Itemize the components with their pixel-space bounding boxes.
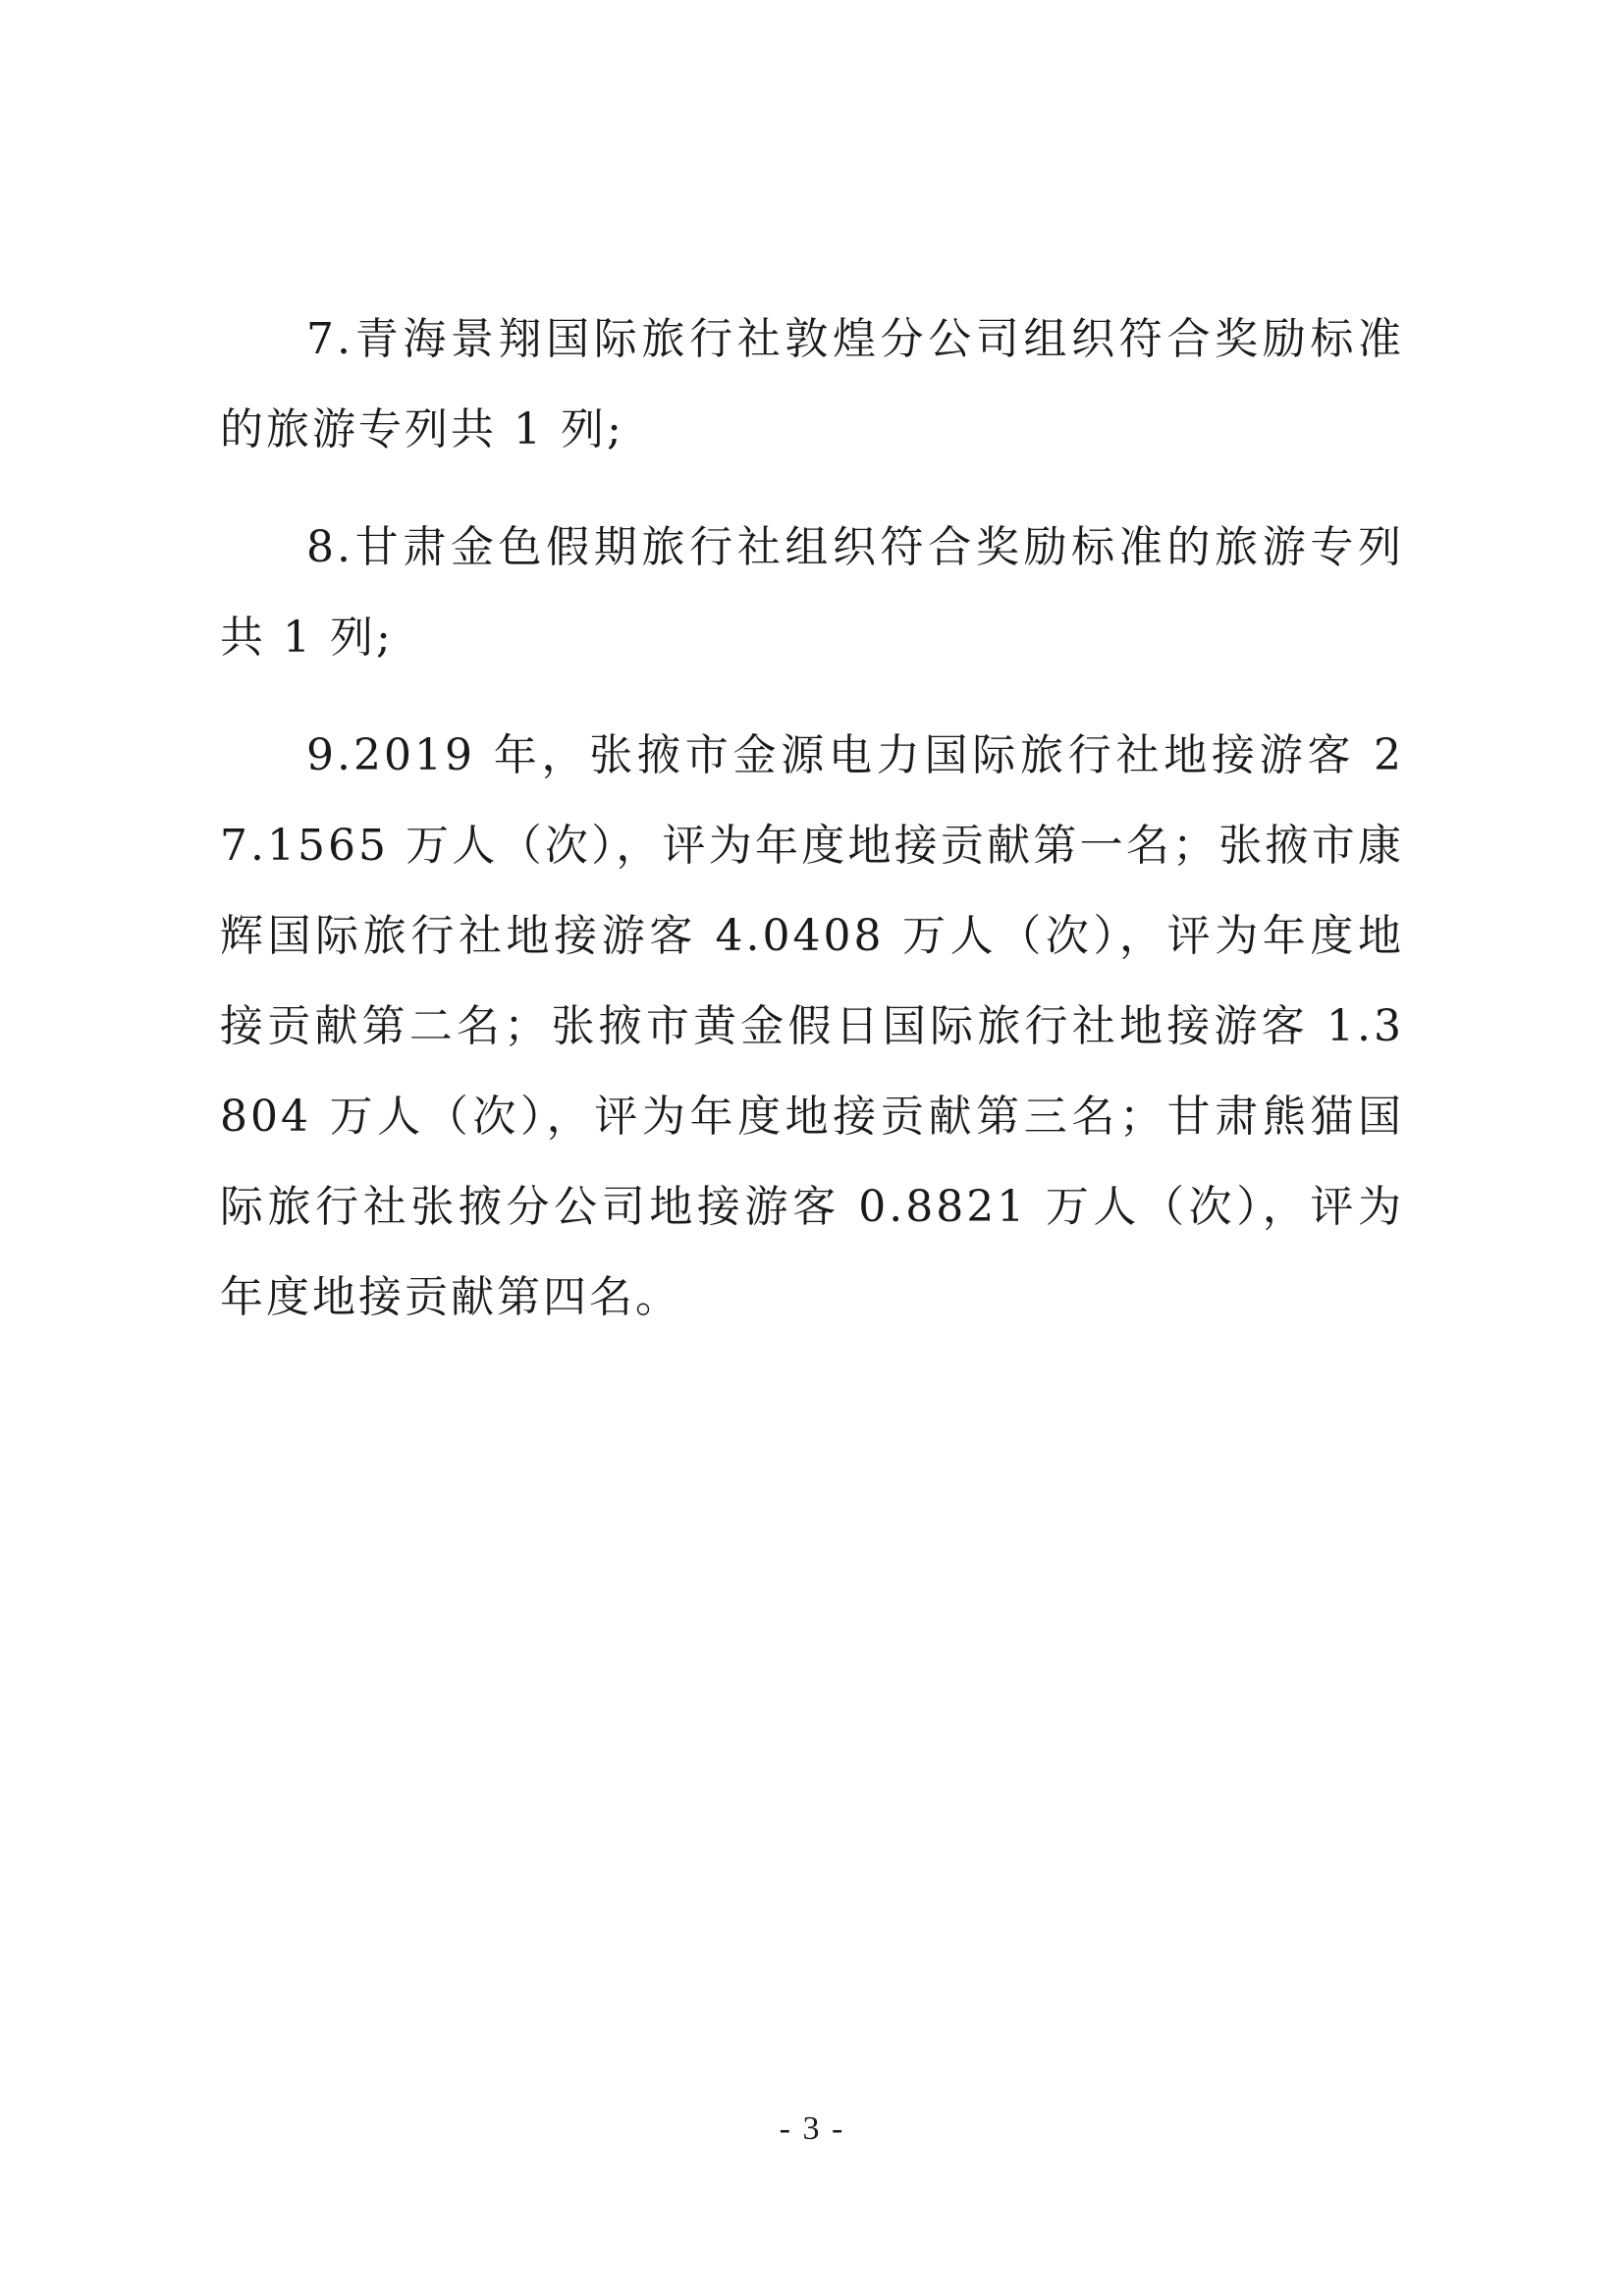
body-text xyxy=(220,294,1404,1370)
paragraph-item-7: 7.青海景翔国际旅行社敦煌分公司组织符合奖励标准的旅游专列共 1 列; xyxy=(220,314,1404,454)
paragraph-item-8: 8.甘肃金色假期旅行社组织符合奖励标准的旅游专列共 1 列; xyxy=(220,522,1404,663)
page-number: - 3 - xyxy=(779,2110,845,2147)
paragraph-item-9: 9.2019 年，张掖市金源电力国际旅行社地接游客 27.1565 万人（次），评为年度地接贡献第一名；张掖市康辉国际旅行社地接游客 4.0408 万人（次），评为年度地接贡献第二名；张掖市黄金假日国际旅行社地接游客 1.3804 万人（次），评为年度地接贡献第三名；甘肃熊猫国际旅行社张掖分公司地接游客 0.8821 万人（次），评为年度地接贡献第四名。 xyxy=(220,730,1404,1322)
